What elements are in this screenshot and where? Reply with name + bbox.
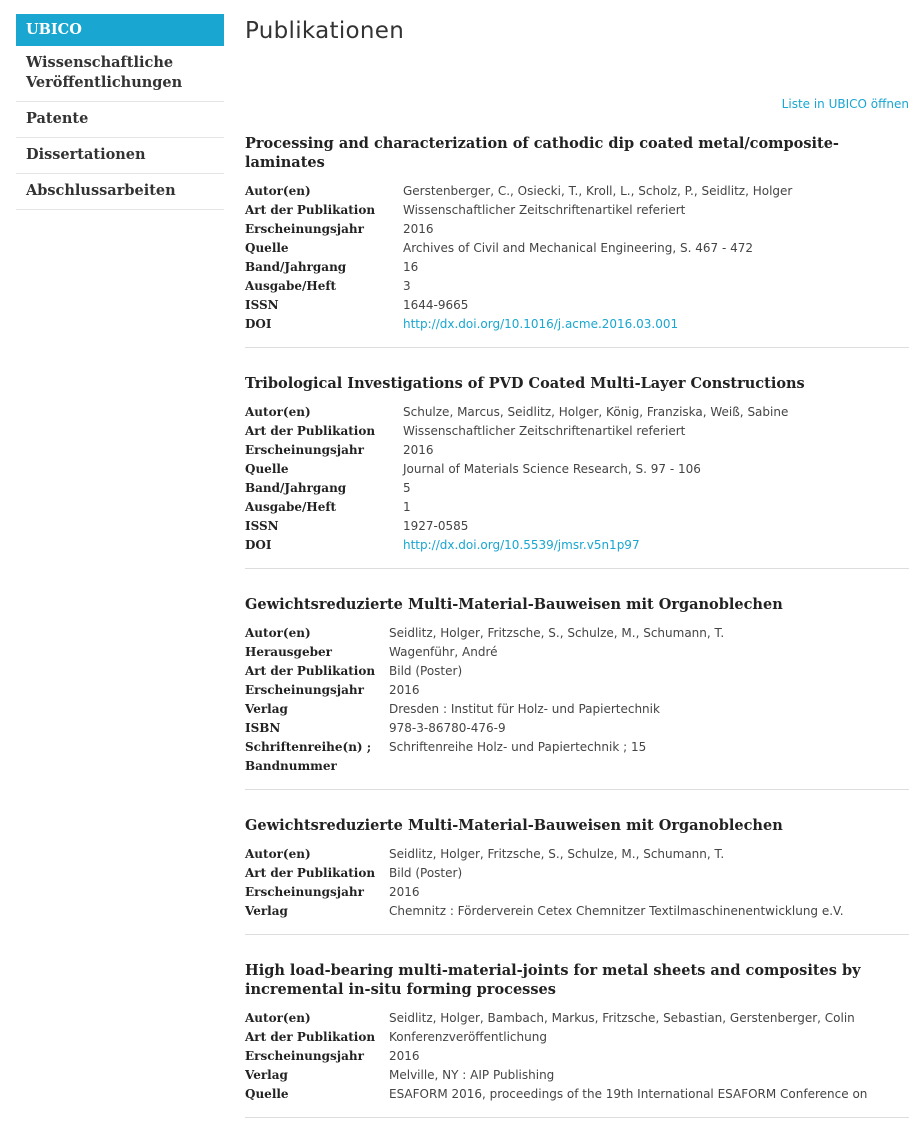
sidebar-item-ubico[interactable]: UBICO bbox=[16, 14, 224, 46]
publication-field-row bbox=[245, 681, 909, 700]
doi-link[interactable]: http://dx.doi.org/10.1016/j.acme.2016.03.001 bbox=[403, 317, 679, 331]
publication-field-row bbox=[245, 1009, 909, 1028]
field-label: Quelle bbox=[245, 462, 289, 476]
publication-field-row bbox=[245, 403, 909, 422]
publication-field-row bbox=[245, 662, 909, 681]
field-label: Erscheinungsjahr bbox=[245, 1049, 364, 1063]
field-label: Verlag bbox=[245, 904, 288, 918]
field-label: ISBN bbox=[245, 721, 281, 735]
publication-list bbox=[245, 134, 909, 1144]
field-value: Schulze, Marcus, Seidlitz, Holger, König, Franziska, Weiß, Sabine bbox=[403, 405, 789, 419]
publication-entry bbox=[245, 961, 909, 1118]
publication-field-row bbox=[245, 296, 909, 315]
field-label: Quelle bbox=[245, 1087, 289, 1101]
field-label: DOI bbox=[245, 538, 272, 552]
field-value: Melville, NY : AIP Publishing bbox=[389, 1068, 555, 1082]
field-value: Wissenschaftlicher Zeitschriftenartikel referiert bbox=[403, 203, 686, 217]
publication-title: Gewichtsreduzierte Multi-Material-Bauweisen mit Organoblechen bbox=[245, 596, 783, 613]
field-value: Archives of Civil and Mechanical Engineering, S. 467 - 472 bbox=[403, 241, 754, 255]
field-value: 2016 bbox=[403, 443, 434, 457]
publication-field-row bbox=[245, 1047, 909, 1066]
field-value bbox=[403, 315, 678, 334]
field-label: Ausgabe/Heft bbox=[245, 500, 337, 514]
sidebar-item-abschlussarbeiten[interactable]: Abschlussarbeiten bbox=[16, 174, 224, 210]
field-label: Art der Publikation bbox=[245, 424, 376, 438]
field-value: Seidlitz, Holger, Fritzsche, S., Schulze, M., Schumann, T. bbox=[389, 626, 725, 640]
field-value: 978-3-86780-476-9 bbox=[389, 721, 506, 735]
publication-field-row bbox=[245, 460, 909, 479]
publication-field-row bbox=[245, 498, 909, 517]
publication-field-row bbox=[245, 220, 909, 239]
field-value: Konferenzveröffentlichung bbox=[389, 1030, 547, 1044]
sidebar bbox=[16, 14, 224, 210]
field-value: 2016 bbox=[403, 222, 434, 236]
field-value: Chemnitz : Förderverein Cetex Chemnitzer Textilmaschinenentwicklung e.V. bbox=[389, 904, 844, 918]
publication-field-row bbox=[245, 902, 909, 921]
publication-entry bbox=[245, 374, 909, 569]
publication-field-row bbox=[245, 1066, 909, 1085]
field-value: 2016 bbox=[389, 885, 420, 899]
publication-field-row bbox=[245, 1028, 909, 1047]
publication-field-row bbox=[245, 864, 909, 883]
field-value: Seidlitz, Holger, Bambach, Markus, Fritzsche, Sebastian, Gerstenberger, Colin bbox=[389, 1011, 855, 1025]
field-label: Ausgabe/Heft bbox=[245, 279, 337, 293]
field-label: Bandnummer bbox=[245, 759, 337, 773]
publication-field-row bbox=[245, 883, 909, 902]
publication-field-row bbox=[245, 277, 909, 296]
publication-field-row bbox=[245, 624, 909, 643]
sidebar-item-wissenschaftliche-veroeffentlichungen[interactable]: Wissenschaftliche Veröffentlichungen bbox=[16, 46, 224, 102]
publication-field-row bbox=[245, 757, 909, 776]
field-value: Bild (Poster) bbox=[389, 866, 463, 880]
field-label: Autor(en) bbox=[245, 847, 311, 861]
field-value: 5 bbox=[403, 481, 411, 495]
field-label: Band/Jahrgang bbox=[245, 260, 347, 274]
field-value: 2016 bbox=[389, 1049, 420, 1063]
field-label: Erscheinungsjahr bbox=[245, 885, 364, 899]
field-value: Dresden : Institut für Holz- und Papiertechnik bbox=[389, 702, 660, 716]
field-value: 1 bbox=[403, 500, 411, 514]
publication-field-row bbox=[245, 201, 909, 220]
field-label: Autor(en) bbox=[245, 405, 311, 419]
field-label: DOI bbox=[245, 317, 272, 331]
publication-field-row bbox=[245, 1085, 909, 1104]
field-label: Autor(en) bbox=[245, 626, 311, 640]
field-label: Art der Publikation bbox=[245, 203, 376, 217]
field-label: Autor(en) bbox=[245, 1011, 311, 1025]
field-value: Wagenführ, André bbox=[389, 645, 498, 659]
publication-field-row bbox=[245, 738, 909, 757]
publication-entry bbox=[245, 816, 909, 935]
sidebar-item-patente[interactable]: Patente bbox=[16, 102, 224, 138]
publication-field-row bbox=[245, 182, 909, 201]
publication-field-row bbox=[245, 479, 909, 498]
field-value: 1927-0585 bbox=[403, 519, 469, 533]
publication-field-row bbox=[245, 643, 909, 662]
field-label: Art der Publikation bbox=[245, 866, 376, 880]
field-label: Erscheinungsjahr bbox=[245, 683, 364, 697]
publication-field-row bbox=[245, 441, 909, 460]
field-label: ISSN bbox=[245, 519, 279, 533]
field-label: Verlag bbox=[245, 702, 288, 716]
field-value: Wissenschaftlicher Zeitschriftenartikel referiert bbox=[403, 424, 686, 438]
field-value: 2016 bbox=[389, 683, 420, 697]
publication-entry bbox=[245, 134, 909, 348]
publication-field-row bbox=[245, 536, 909, 555]
field-value: Schriftenreihe Holz- und Papiertechnik ; 15 bbox=[389, 740, 647, 754]
publication-title: Processing and characterization of cathodic dip coated metal/composite-laminates bbox=[245, 135, 839, 171]
field-label: Verlag bbox=[245, 1068, 288, 1082]
field-label: ISSN bbox=[245, 298, 279, 312]
field-value: ESAFORM 2016, proceedings of the 19th International ESAFORM Conference on bbox=[389, 1087, 868, 1101]
page-title: Publikationen bbox=[245, 18, 405, 44]
field-label: Quelle bbox=[245, 241, 289, 255]
field-value: Journal of Materials Science Research, S. 97 - 106 bbox=[403, 462, 701, 476]
publication-title: Tribological Investigations of PVD Coated Multi-Layer Constructions bbox=[245, 375, 805, 392]
field-value: Gerstenberger, C., Osiecki, T., Kroll, L., Scholz, P., Seidlitz, Holger bbox=[403, 184, 793, 198]
field-label: Art der Publikation bbox=[245, 1030, 376, 1044]
field-value bbox=[403, 536, 640, 555]
field-value: 1644-9665 bbox=[403, 298, 469, 312]
publication-field-row bbox=[245, 845, 909, 864]
field-label: Erscheinungsjahr bbox=[245, 222, 364, 236]
sidebar-item-dissertationen[interactable]: Dissertationen bbox=[16, 138, 224, 174]
field-label: Herausgeber bbox=[245, 645, 332, 659]
publication-field-row bbox=[245, 422, 909, 441]
publication-field-row bbox=[245, 719, 909, 738]
publication-entry bbox=[245, 595, 909, 790]
publication-field-row bbox=[245, 239, 909, 258]
field-label: Art der Publikation bbox=[245, 664, 376, 678]
publication-field-row bbox=[245, 315, 909, 334]
field-label: Erscheinungsjahr bbox=[245, 443, 364, 457]
field-label: Schriftenreihe(n) ; bbox=[245, 740, 372, 754]
doi-link[interactable]: http://dx.doi.org/10.5539/jmsr.v5n1p97 bbox=[403, 538, 640, 552]
field-value: 3 bbox=[403, 279, 411, 293]
field-label: Band/Jahrgang bbox=[245, 481, 347, 495]
field-value: Seidlitz, Holger, Fritzsche, S., Schulze, M., Schumann, T. bbox=[389, 847, 725, 861]
open-in-ubico-link[interactable]: Liste in UBICO öffnen bbox=[781, 97, 909, 111]
field-label: Autor(en) bbox=[245, 184, 311, 198]
publication-field-row bbox=[245, 700, 909, 719]
publication-title: Gewichtsreduzierte Multi-Material-Bauweisen mit Organoblechen bbox=[245, 817, 783, 834]
publication-field-row bbox=[245, 517, 909, 536]
field-value: Bild (Poster) bbox=[389, 664, 463, 678]
publication-title: High load-bearing multi-material-joints for metal sheets and composites by incremental in-situ forming processes bbox=[245, 962, 861, 998]
publication-field-row bbox=[245, 258, 909, 277]
field-value: 16 bbox=[403, 260, 419, 274]
